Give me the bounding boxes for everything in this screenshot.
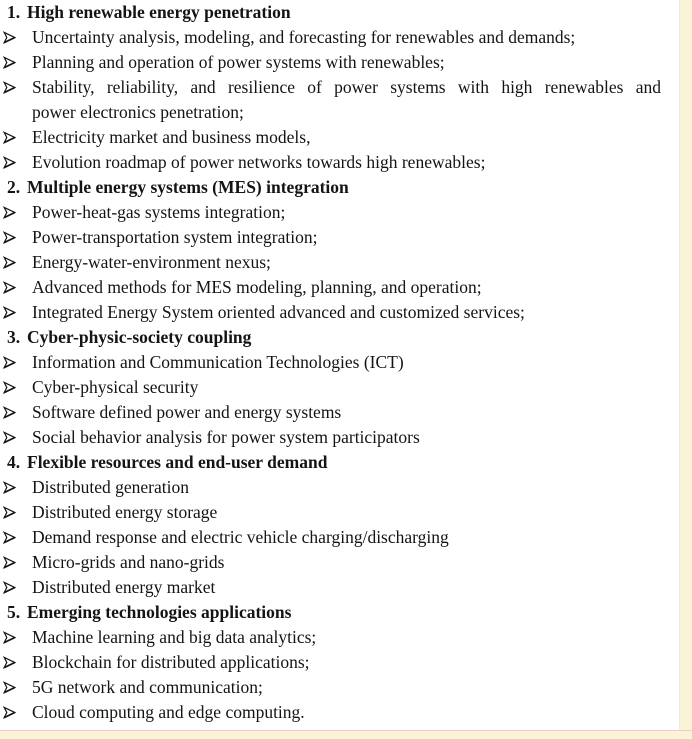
list-item-text: Advanced methods for MES modeling, planning, and operation; [32, 277, 482, 297]
list-item-text: Distributed generation [32, 477, 189, 497]
arrow-bullet-icon [3, 156, 16, 169]
list-item-text: Distributed energy storage [32, 502, 218, 522]
list-item-text: Planning and operation of power systems with renewables; [32, 52, 445, 72]
section-heading [0, 450, 680, 475]
list-item [0, 250, 680, 275]
arrow-bullet-icon [3, 356, 16, 369]
arrow-bullet-icon [3, 256, 16, 269]
section-heading [0, 325, 680, 350]
list-item [0, 575, 680, 600]
arrow-bullet-icon [3, 681, 16, 694]
section-number: 4. [7, 452, 21, 472]
list-item [0, 150, 680, 175]
list-item-line: Stability, reliability, and resilience of power systems with high renewables and [32, 77, 661, 97]
arrow-bullet-icon [3, 556, 16, 569]
list-item [0, 275, 680, 300]
list-item-text: Demand response and electric vehicle charging/discharging [32, 527, 449, 547]
list-item [0, 200, 680, 225]
arrow-bullet-icon [3, 231, 16, 244]
list-item-text: Blockchain for distributed applications; [32, 652, 310, 672]
list-item-text: Integrated Energy System oriented advanced and customized services; [32, 302, 525, 322]
list-item [0, 550, 680, 575]
list-item-text: Software defined power and energy systems [32, 402, 342, 422]
list-item [0, 475, 680, 500]
section-title: High renewable energy penetration [27, 2, 291, 22]
arrow-bullet-icon [3, 706, 16, 719]
list-item [0, 300, 680, 325]
arrow-bullet-icon [3, 56, 16, 69]
arrow-bullet-icon [3, 631, 16, 644]
arrow-bullet-icon [3, 431, 16, 444]
section-number: 1. [7, 2, 21, 22]
list-item-text: Uncertainty analysis, modeling, and forecasting for renewables and demands; [32, 27, 576, 47]
list-item [0, 375, 680, 400]
arrow-bullet-icon [3, 131, 16, 144]
arrow-bullet-icon [3, 506, 16, 519]
list-item-text: Energy-water-environment nexus; [32, 252, 271, 272]
section-number: 5. [7, 602, 21, 622]
section-number: 3. [7, 327, 21, 347]
list-item [0, 50, 680, 75]
list-item-text: Evolution roadmap of power networks towards high renewables; [32, 152, 486, 172]
section-number: 2. [7, 177, 21, 197]
arrow-bullet-icon [3, 531, 16, 544]
list-item [0, 125, 680, 150]
arrow-bullet-icon [3, 206, 16, 219]
list-item-text: Electricity market and business models, [32, 127, 311, 147]
list-item [0, 650, 680, 675]
list-item-text: Information and Communication Technologies (ICT) [32, 352, 404, 372]
list-item-text: Power-heat-gas systems integration; [32, 202, 286, 222]
arrow-bullet-icon [3, 481, 16, 494]
section-title: Cyber-physic-society coupling [27, 327, 252, 347]
arrow-bullet-icon [3, 581, 16, 594]
list-item [0, 700, 680, 725]
section-title: Multiple energy systems (MES) integration [27, 177, 349, 197]
list-item-text [32, 75, 661, 125]
list-item-text: Distributed energy market [32, 577, 216, 597]
list-item [0, 675, 680, 700]
list-item-text: Cyber-physical security [32, 377, 199, 397]
list-item [0, 500, 680, 525]
arrow-bullet-icon [3, 31, 16, 44]
list-item-text: Machine learning and big data analytics; [32, 627, 317, 647]
section-heading [0, 175, 680, 200]
section-heading [0, 0, 680, 25]
list-item-line: power electronics penetration; [32, 102, 244, 122]
list-item-text: Cloud computing and edge computing. [32, 702, 305, 722]
list-item [0, 75, 680, 125]
list-item [0, 525, 680, 550]
arrow-bullet-icon [3, 381, 16, 394]
right-edge-strip [679, 0, 692, 739]
list-item [0, 400, 680, 425]
arrow-bullet-icon [3, 306, 16, 319]
arrow-bullet-icon [3, 656, 16, 669]
list-item [0, 25, 680, 50]
arrow-bullet-icon [3, 406, 16, 419]
section-heading [0, 600, 680, 625]
list-item [0, 625, 680, 650]
list-item-text: Social behavior analysis for power system participators [32, 427, 420, 447]
arrow-bullet-icon [3, 81, 16, 94]
section-title: Emerging technologies applications [27, 602, 292, 622]
list-item-text: Micro-grids and nano-grids [32, 552, 225, 572]
arrow-bullet-icon [3, 281, 16, 294]
list-item-text: 5G network and communication; [32, 677, 263, 697]
bottom-edge-strip [0, 730, 692, 739]
list-item [0, 350, 680, 375]
list-item-text: Power-transportation system integration; [32, 227, 318, 247]
list-item [0, 225, 680, 250]
section-title: Flexible resources and end-user demand [27, 452, 328, 472]
list-item [0, 425, 680, 450]
